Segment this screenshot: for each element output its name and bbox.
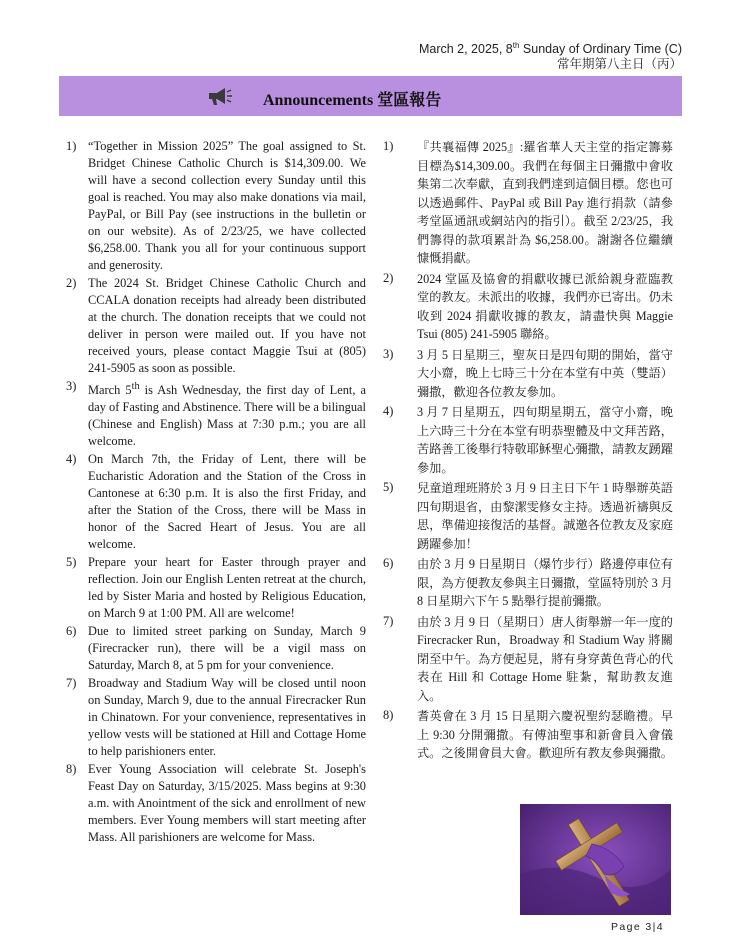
list-item: 3) 3 月 5 日星期三，聖灰日是四旬期的開始，當守大小齋，晚上七時三十分在本堂有中英（雙語）彌撒，歡迎各位教友參加。 — [383, 346, 673, 399]
list-item: 1) “Together in Mission 2025” The goal assigned to St. Bridget Chinese Catholic Church is $14,309.00. We will have a second collection every Sunday until this goal is reached. You may also make donations via mail, PayPal, or Bill Pay (see instructions in the bulletin or on our website). As of 2/23/25, we have collected $6,258.00. Thank you all for your continuous support and generosity. — [66, 139, 366, 272]
list-item: 6) 由於 3 月 9 日星期日（爆竹步行）路邊停車位有限，為方便教友參與主日彌撒，堂區特別於 3 月 8 日星期六下午 5 點舉行提前彌撒。 — [383, 556, 673, 608]
list-item: 8) 耆英會在 3 月 15 日星期六慶祝聖約瑟瞻禮。早上 9:30 分開彌撒。有傅油聖事和新會員入會儀式。之後開會員大會。歡迎所有教友參與彌撒。 — [383, 708, 673, 760]
english-date-line: March 2, 2025, 8th Sunday of Ordinary Time (C) — [418, 40, 682, 56]
list-item: 8) Ever Young Association will celebrate St. Joseph's Feast Day on Saturday, 3/15/2025. Mass begins at 9:30 a.m. with Anointment of the sick and enrollment of new members. Ever Young members will start meeting after Mass. All parishioners are welcome for Mass. — [66, 762, 366, 845]
list-item: 5) 兒童道理班將於 3 月 9 日主日下午 1 時舉辦英語四旬期退省，由黎潔雯修女主持。透過祈禱與反思，準備迎接復活的基督。誠邀各位教友及家庭踴躍參加！ — [383, 480, 673, 551]
list-item: 2) 2024 堂區及協會的捐獻收據已派給親身蒞臨教堂的教友。未派出的收據，我們亦已寄出。仍未收到 2024 捐獻收據的教友，請盡快與 Maggie Tsui (805) 241-5905 聯絡。 — [383, 270, 673, 341]
list-item: 4) 3 月 7 日星期五，四旬期星期五，當守小齋，晚上六時三十分在本堂有明恭聖體及中文拜苦路，苦路善工後舉行特敬耶穌聖心彌撒，請教友踴躍參加。 — [383, 404, 673, 475]
bulletin-date-header — [419, 42, 682, 72]
list-item: 7) 由於 3 月 9 日（星期日）唐人街舉辦一年一度的 Firecracker Run，Broadway 和 Stadium Way 將關閉至中午。為方便起見，將有身穿黃色背心的代表在 Hill 和 Cottage Home 駐紮，幫助教友進入。 — [383, 613, 673, 703]
megaphone-icon — [205, 85, 233, 107]
lenten-cross-photo — [520, 804, 671, 915]
list-item: 6) Due to limited street parking on Sunday, March 9 (Firecracker run), there will be a vigil mass on Saturday, March 8, at 5 pm for your convenience. — [66, 624, 366, 673]
cross-with-purple-cloth-image — [520, 804, 671, 915]
list-item: 5) Prepare your heart for Easter through prayer and reflection. Join our English Lenten retreat at the church, led by Sister Maria and hosted by Religious Education, on March 9 at 1:00 PM. All are welcome! — [66, 555, 366, 621]
banner-title: Announcements 堂區報告 — [263, 92, 442, 109]
chinese-announcements — [383, 138, 673, 765]
list-item: 7) Broadway and Stadium Way will be closed until noon on Sunday, March 9, due to the annual Firecracker Run in Chinatown. For your convenience, representatives in yellow vests will be stationed at Hill and Cottage Home to help parishioners enter. — [66, 676, 366, 759]
page-number: Page 3|4 — [610, 921, 664, 933]
list-item: 4) On March 7th, the Friday of Lent, there will be Eucharistic Adoration and the Station of the Cross in Cantonese at 6:30 p.m. It is also the first Friday, and after the Station of the Cross, there will be Mass in honor of the Sacred Heart of Jesus. You are all welcome. — [66, 452, 366, 552]
announcements-banner — [59, 76, 682, 116]
list-item: 1) 『共襄福傳 2025』:羅省華人天主堂的指定籌募目標為$14,309.00。我們在每個主日彌撒中會收集第二次奉獻，直到我們達到這個目標。您也可以透過郵件、PayPal 或 Bill Pay 進行捐款（請參考堂區通訊或網站內的指引）。截至 2/23/25，我們籌得的款項累計為 $6,258.00。謝謝各位繼續慷慨捐獻。 — [383, 139, 673, 265]
chinese-date-line: 常年期第八主日（丙） — [556, 57, 682, 71]
english-announcements — [66, 138, 366, 847]
list-item: 3) March 5th is Ash Wednesday, the first day of Lent, a day of Fasting and Abstinence. There will be a bilingual (Chinese and English) Mass at 7:30 p.m.; you are all welcome. — [66, 379, 366, 449]
list-item: 2) The 2024 St. Bridget Chinese Catholic Church and CCALA donation receipts had already been distributed at the church. The donation receipts that we could not deliver in person were mailed out. If you have not received yours, please contact Maggie Tsui at (805) 241-5905 as soon as possible. — [66, 276, 366, 375]
